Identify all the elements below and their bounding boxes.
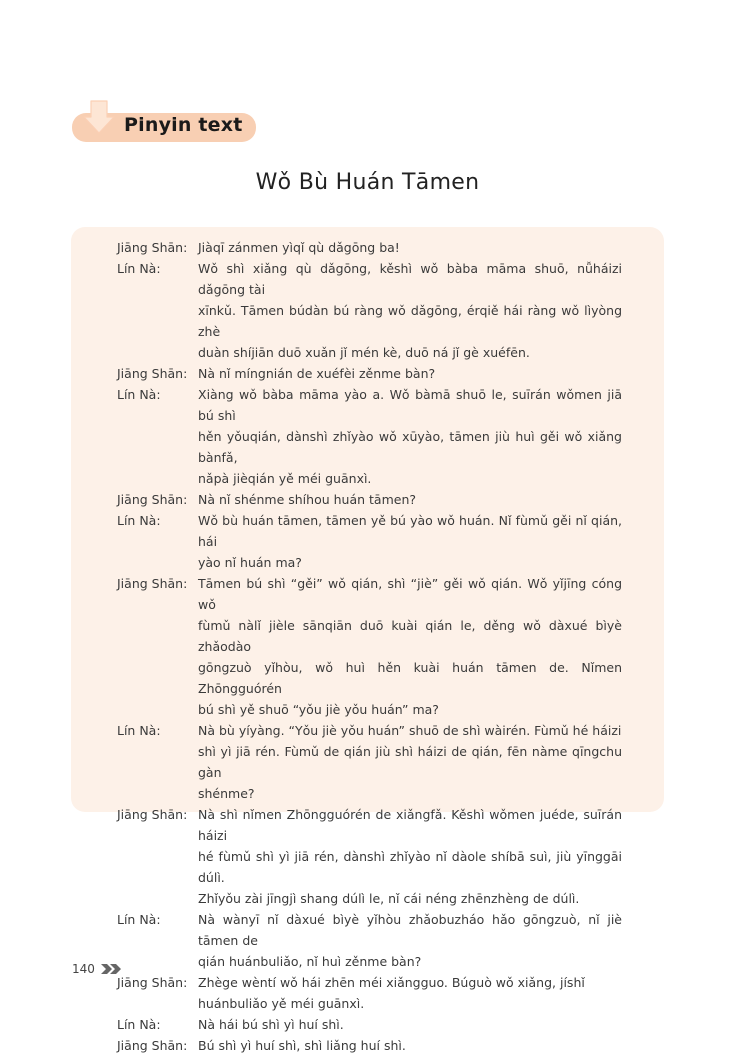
speaker-name: Lín Nà: bbox=[117, 513, 161, 528]
utterance-line: Bú shì yì huí shì, shì liǎng huí shì. bbox=[198, 1038, 406, 1053]
utterance-line: Nà bù yíyàng. “Yǒu jiè yǒu huán” shuō de shì wàirén. Fùmǔ hé háizi bbox=[198, 723, 622, 738]
utterance-line: Nà nǐ shénme shíhou huán tāmen? bbox=[198, 492, 416, 507]
speaker-name: Lín Nà: bbox=[117, 723, 161, 738]
utterance bbox=[198, 510, 622, 573]
utterance-line: Nà nǐ míngnián de xuéfèi zěnme bàn? bbox=[198, 366, 436, 381]
utterance-line: Nà hái bú shì yì huí shì. bbox=[198, 1017, 344, 1032]
utterance bbox=[198, 258, 622, 363]
utterance-line: Wǒ shì xiǎng qù dǎgōng, kěshì wǒ bàba māma shuō, nǚháizi dǎgōng tài bbox=[198, 261, 622, 297]
speaker-name: Jiāng Shān: bbox=[117, 975, 188, 990]
dialogue-turn bbox=[117, 1035, 622, 1056]
double-chevron-right-icon bbox=[100, 963, 122, 975]
utterance bbox=[198, 804, 622, 909]
utterance-line: shì yì jiā rén. Fùmǔ de qián jiù shì háizi de qián, fēn nàme qīngchu gàn bbox=[198, 744, 622, 780]
utterance bbox=[198, 909, 622, 972]
utterance-line: yào nǐ huán ma? bbox=[198, 555, 302, 570]
down-arrow-icon bbox=[82, 100, 116, 138]
speaker-name: Jiāng Shān: bbox=[117, 1038, 188, 1053]
dialogue-turn bbox=[117, 573, 622, 720]
speaker-name: Lín Nà: bbox=[117, 387, 161, 402]
dialogue-turn bbox=[117, 363, 622, 384]
utterance bbox=[198, 384, 622, 489]
utterance-line: bú shì yě shuō “yǒu jiè yǒu huán” ma? bbox=[198, 702, 439, 717]
speaker-name: Jiāng Shān: bbox=[117, 240, 188, 255]
speaker-name: Jiāng Shān: bbox=[117, 807, 188, 822]
section-label: Pinyin text bbox=[124, 114, 243, 136]
utterance-line: nǎpà jièqián yě méi guānxì. bbox=[198, 471, 372, 486]
utterance-line: Nà wànyī nǐ dàxué bìyè yǐhòu zhǎobuzháo hǎo gōngzuò, nǐ jiè tāmen de bbox=[198, 912, 622, 948]
utterance-line: xīnkǔ. Tāmen búdàn bú ràng wǒ dǎgōng, érqiě hái ràng wǒ lìyòng zhè bbox=[198, 303, 622, 339]
dialogue bbox=[117, 237, 622, 1056]
utterance-line: shénme? bbox=[198, 786, 255, 801]
speaker-name: Lín Nà: bbox=[117, 261, 161, 276]
utterance-line: fùmǔ nàlǐ jièle sānqiān duō kuài qián le, děng wǒ dàxué bìyè zhǎodào bbox=[198, 618, 622, 654]
utterance bbox=[198, 489, 622, 510]
speaker-name: Jiāng Shān: bbox=[117, 576, 188, 591]
utterance-line: Xiàng wǒ bàba māma yào a. Wǒ bàmā shuō le, suīrán wǒmen jiā bú shì bbox=[198, 387, 622, 423]
utterance bbox=[198, 237, 622, 258]
text-title: Wǒ Bù Huán Tāmen bbox=[255, 170, 480, 195]
dialogue-turn bbox=[117, 510, 622, 573]
dialogue-turn bbox=[117, 258, 622, 363]
utterance-line: Zhège wèntí wǒ hái zhēn méi xiǎngguo. Búguò wǒ xiǎng, jíshǐ bbox=[198, 975, 585, 990]
dialogue-turn bbox=[117, 972, 622, 1014]
dialogue-turn bbox=[117, 1014, 622, 1035]
speaker-name: Jiāng Shān: bbox=[117, 492, 188, 507]
utterance bbox=[198, 972, 622, 1014]
utterance-line: Wǒ bù huán tāmen, tāmen yě bú yào wǒ huán. Nǐ fùmǔ gěi nǐ qián, hái bbox=[198, 513, 622, 549]
utterance-line: Nà shì nǐmen Zhōngguórén de xiǎngfǎ. Kěshì wǒmen juéde, suīrán háizi bbox=[198, 807, 622, 843]
utterance bbox=[198, 1035, 622, 1056]
dialogue-turn bbox=[117, 804, 622, 909]
utterance-line: Tāmen bú shì “gěi” wǒ qián, shì “jiè” gěi wǒ qián. Wǒ yǐjīng cóng wǒ bbox=[198, 576, 622, 612]
utterance-line: duàn shíjiān duō xuǎn jǐ mén kè, duō ná jǐ gè xuéfēn. bbox=[198, 345, 530, 360]
speaker-name: Lín Nà: bbox=[117, 912, 161, 927]
utterance-line: hé fùmǔ shì yì jiā rén, dànshì zhǐyào nǐ dàole shíbā suì, jiù yīnggāi dúlì. bbox=[198, 849, 622, 885]
utterance bbox=[198, 573, 622, 720]
utterance bbox=[198, 1014, 622, 1035]
utterance bbox=[198, 720, 622, 804]
dialogue-turn bbox=[117, 384, 622, 489]
utterance-line: Zhǐyǒu zài jīngjì shang dúlì le, nǐ cái néng zhēnzhèng de dúlì. bbox=[198, 891, 580, 906]
dialogue-turn bbox=[117, 909, 622, 972]
speaker-name: Jiāng Shān: bbox=[117, 366, 188, 381]
dialogue-turn bbox=[117, 720, 622, 804]
dialogue-turn bbox=[117, 237, 622, 258]
speaker-name: Lín Nà: bbox=[117, 1017, 161, 1032]
utterance-line: qián huánbuliǎo, nǐ huì zěnme bàn? bbox=[198, 954, 422, 969]
utterance-line: Jiàqī zánmen yìqǐ qù dǎgōng ba! bbox=[198, 240, 400, 255]
page-number: 140 bbox=[72, 962, 95, 976]
utterance-line: huánbuliǎo yě méi guānxì. bbox=[198, 996, 365, 1011]
dialogue-turn bbox=[117, 489, 622, 510]
utterance bbox=[198, 363, 622, 384]
utterance-line: hěn yǒuqián, dànshì zhǐyào wǒ xūyào, tāmen jiù huì gěi wǒ xiǎng bànfǎ, bbox=[198, 429, 622, 465]
utterance-line: gōngzuò yǐhòu, wǒ huì hěn kuài huán tāmen de. Nǐmen Zhōngguórén bbox=[198, 660, 622, 696]
